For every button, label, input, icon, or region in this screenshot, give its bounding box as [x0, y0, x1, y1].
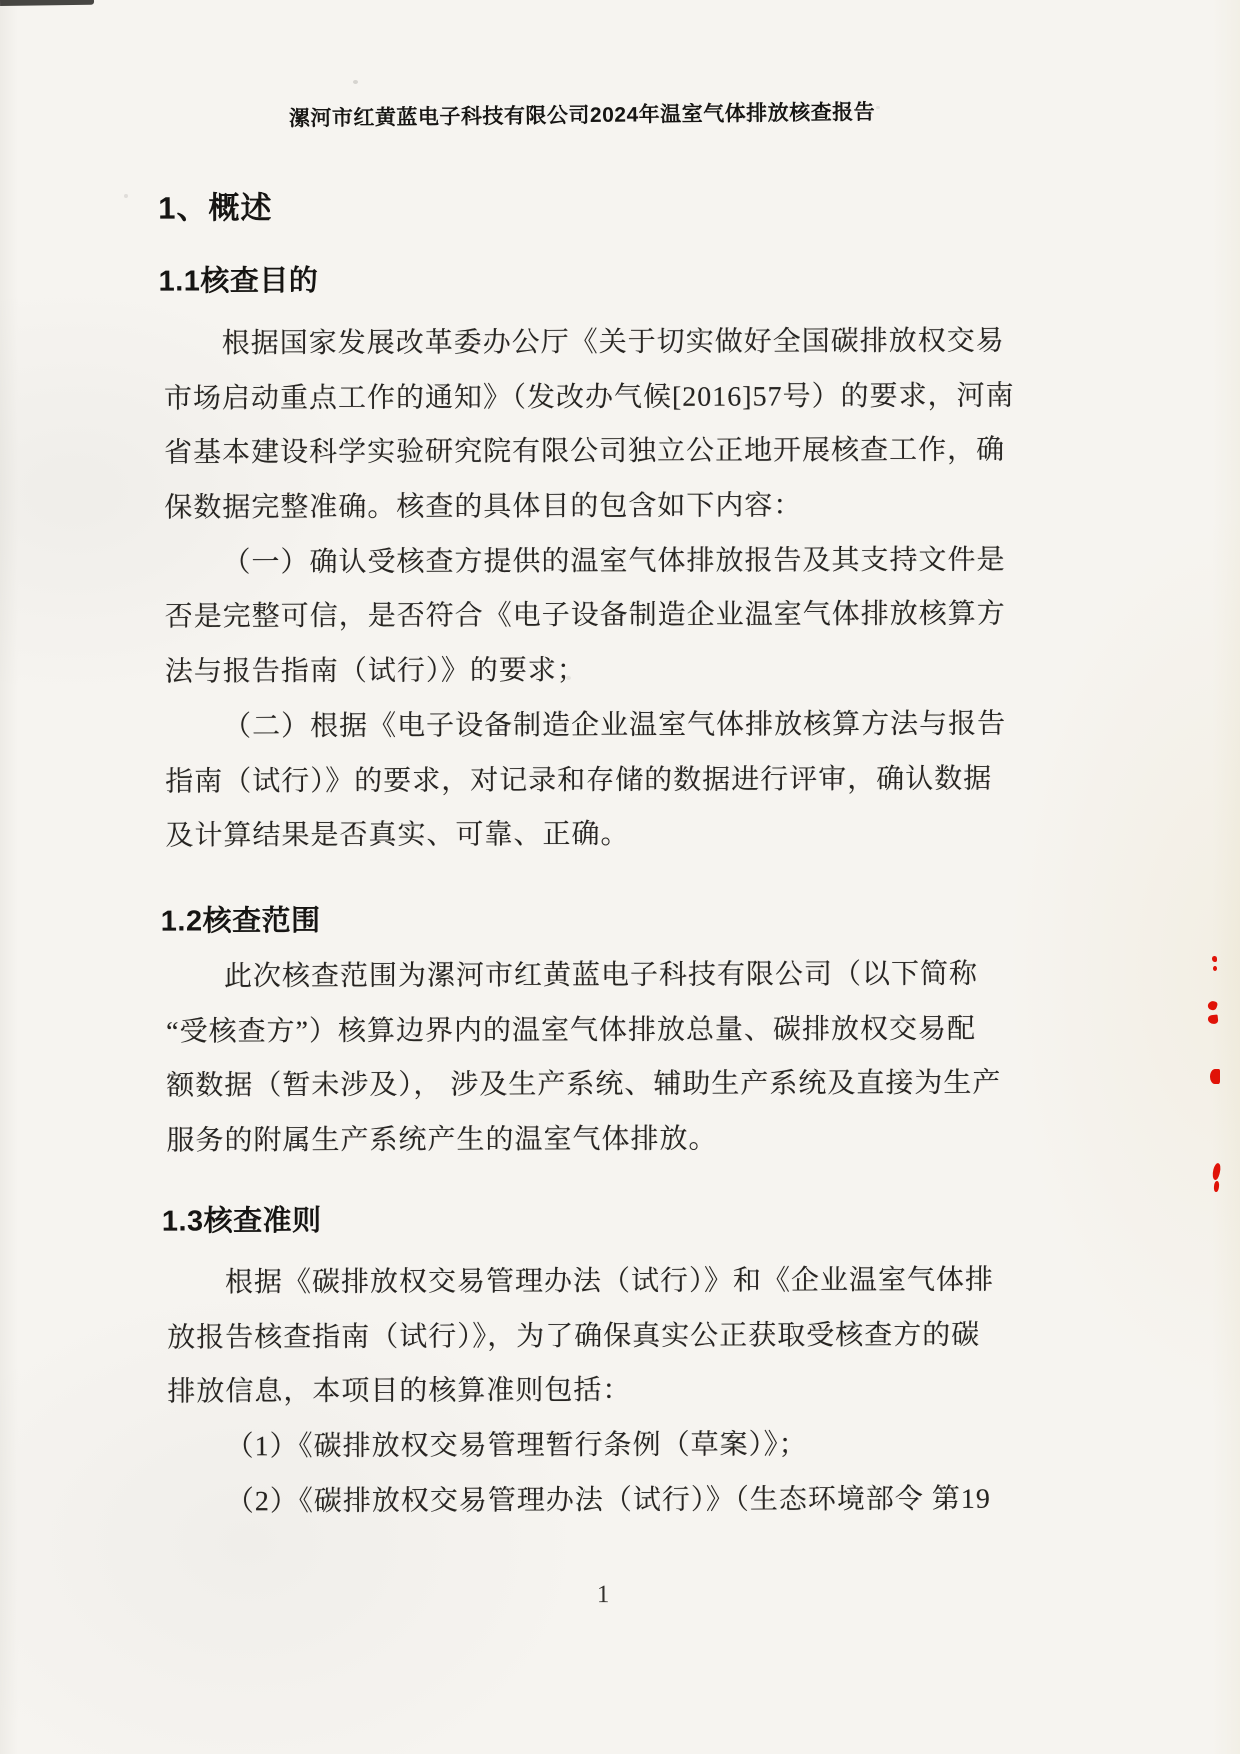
- text-line: 及计算结果是否真实、可靠、正确。: [165, 819, 630, 852]
- text-line: 排放信息，本项目的核算准则包括：: [167, 1375, 632, 1408]
- scan-speck: [876, 106, 880, 109]
- text-line: 指南（试行）》的要求，对记录和存储的数据进行评审，确认数据: [165, 763, 993, 798]
- chapter-heading: 1、概述: [158, 190, 273, 226]
- page-number: 1: [596, 1581, 610, 1609]
- red-ink-mark: [1213, 966, 1217, 971]
- text-line: 保数据完整准确。核查的具体目的包含如下内容：: [164, 490, 803, 524]
- text-line: （二）根据《电子设备制造企业温室气体排放核算方法与报告: [223, 708, 1007, 743]
- red-ink-mark: [1210, 1069, 1220, 1084]
- section-body-1-3: [167, 1253, 1118, 1530]
- document-header-title: 漯河市红黄蓝电子科技有限公司2024年温室气体排放核查报告: [288, 100, 876, 131]
- text-line: 此次核查范围为漯河市红黄蓝电子科技有限公司（以下简称: [223, 958, 979, 993]
- text-line: 服务的附属生产系统产生的温室气体排放。: [166, 1123, 718, 1157]
- text-line: 省基本建设科学实验研究院有限公司独立公正地开展核查工作，确: [164, 435, 1006, 469]
- text-line: （一）确认受核查方提供的温室气体排放报告及其支持文件是: [222, 544, 1006, 579]
- text-line: （1）《碳排放权交易管理暂行条例（草案）》；: [225, 1429, 808, 1463]
- text-line: 否是完整可信，是否符合《电子设备制造企业温室气体排放核算方: [164, 599, 1006, 634]
- section-heading-1-3: 1.3核查准则: [161, 1205, 322, 1238]
- scan-speck: [566, 676, 571, 680]
- scan-speck: [353, 80, 358, 84]
- text-line: 市场启动重点工作的通知》（发改办气候[2016]57号）的要求，河南: [163, 380, 1015, 415]
- scan-speck: [124, 194, 128, 198]
- text-line: 根据《碳排放权交易管理办法（试行）》和《企业温室气体排: [224, 1264, 995, 1299]
- text-line: 额数据（暂未涉及）， 涉及生产系统、辅助生产系统及直接为生产: [166, 1068, 1002, 1102]
- section-body-1-2: [166, 947, 1117, 1169]
- red-ink-mark: [1212, 956, 1217, 962]
- section-body-1-1: [164, 314, 1116, 864]
- text-line: 放报告核查指南（试行）》，为了确保真实公正获取受核查方的碳: [167, 1319, 981, 1354]
- red-ink-mark: [1208, 1015, 1219, 1025]
- text-line: 根据国家发展改革委办公厅《关于切实做好全国碳排放权交易: [221, 325, 1005, 360]
- section-heading-1-2: 1.2核查范围: [160, 905, 321, 938]
- section-heading-1-1: 1.1核查目的: [158, 265, 319, 298]
- text-line: 法与报告指南（试行）》的要求；: [164, 655, 586, 688]
- text-line: （2）《碳排放权交易管理办法（试行）》（生态环境部令 第19: [225, 1483, 991, 1518]
- text-line: “受核查方”）核算边界内的温室气体排放总量、碳排放权交易配: [166, 1013, 977, 1048]
